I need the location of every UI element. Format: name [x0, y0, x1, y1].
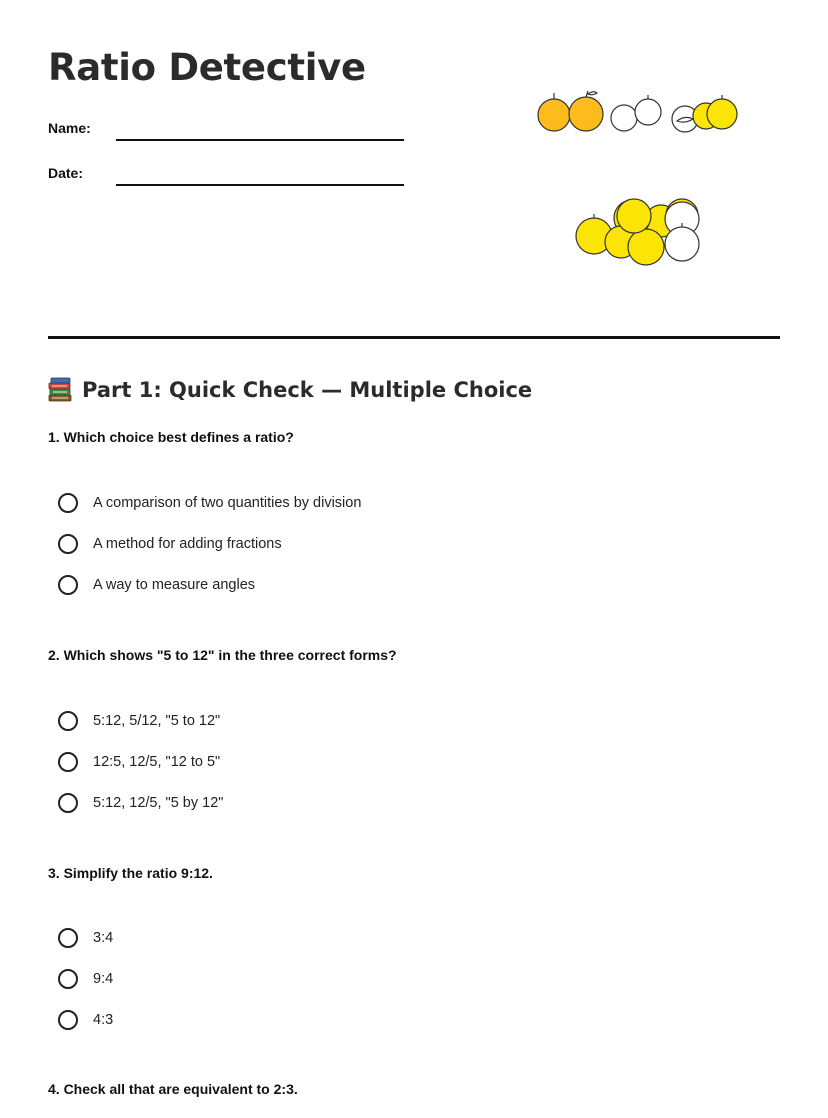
name-label: Name:	[48, 120, 91, 136]
radio-button[interactable]	[58, 575, 78, 595]
radio-button[interactable]	[58, 711, 78, 731]
radio-button[interactable]	[58, 969, 78, 989]
option-label: A method for adding fractions	[93, 536, 282, 552]
option-label: 5:12, 5/12, "5 to 12"	[93, 713, 221, 729]
question-2-option-b[interactable]	[58, 749, 220, 775]
option-label: 4:3	[93, 1012, 114, 1028]
part1-header	[48, 374, 532, 406]
radio-button[interactable]	[58, 493, 78, 513]
worksheet-title: Ratio Detective	[48, 46, 366, 89]
yellow-fruit-icon	[707, 99, 737, 129]
option-label: A comparison of two quantities by division	[93, 495, 362, 511]
question-3-option-c[interactable]	[58, 1007, 113, 1033]
question-1-text: 1. Which choice best defines a ratio?	[48, 429, 294, 445]
question-3-text: 3. Simplify the ratio 9:12.	[48, 865, 213, 881]
fruit-illustration	[530, 88, 750, 273]
date-label: Date:	[48, 165, 84, 181]
question-2-option-a[interactable]	[58, 708, 220, 734]
question-4-text: 4. Check all that are equivalent to 2:3.	[48, 1081, 298, 1097]
option-label: 3:4	[93, 930, 114, 946]
date-line[interactable]	[116, 184, 404, 186]
option-label: 5:12, 12/5, "5 by 12"	[93, 795, 224, 811]
question-1	[48, 429, 788, 593]
question-1-option-a[interactable]	[58, 490, 361, 516]
white-fruit-icon	[635, 99, 661, 125]
radio-button[interactable]	[58, 1010, 78, 1030]
question-2-text: 2. Which shows "5 to 12" in the three correct forms?	[48, 647, 397, 663]
question-1-option-c[interactable]	[58, 572, 255, 598]
radio-button[interactable]	[58, 752, 78, 772]
option-label: 9:4	[93, 971, 114, 987]
radio-button[interactable]	[58, 793, 78, 813]
question-2-option-c[interactable]	[58, 790, 223, 816]
radio-button[interactable]	[58, 928, 78, 948]
white-fruit-icon	[665, 227, 699, 261]
part1-title: Part 1: Quick Check — Multiple Choice	[82, 378, 533, 402]
section-divider	[48, 336, 780, 339]
leaf-icon	[588, 92, 597, 95]
books-icon	[48, 377, 72, 403]
white-fruit-icon	[611, 105, 637, 131]
question-1-option-b[interactable]	[58, 531, 282, 557]
question-3	[48, 865, 788, 1028]
option-label: A way to measure angles	[93, 577, 256, 593]
option-label: 12:5, 12/5, "12 to 5"	[93, 754, 221, 770]
name-line[interactable]	[116, 139, 404, 141]
question-2	[48, 647, 788, 811]
orange-fruit-icon	[538, 99, 570, 131]
orange-fruit-icon	[569, 97, 603, 131]
yellow-fruit-icon	[628, 229, 664, 265]
yellow-fruit-icon	[617, 199, 651, 233]
radio-button[interactable]	[58, 534, 78, 554]
question-3-option-b[interactable]	[58, 966, 113, 992]
name-field[interactable]	[48, 118, 408, 142]
date-field[interactable]	[48, 163, 408, 187]
question-3-option-a[interactable]	[58, 925, 113, 951]
question-4	[48, 1081, 788, 1097]
